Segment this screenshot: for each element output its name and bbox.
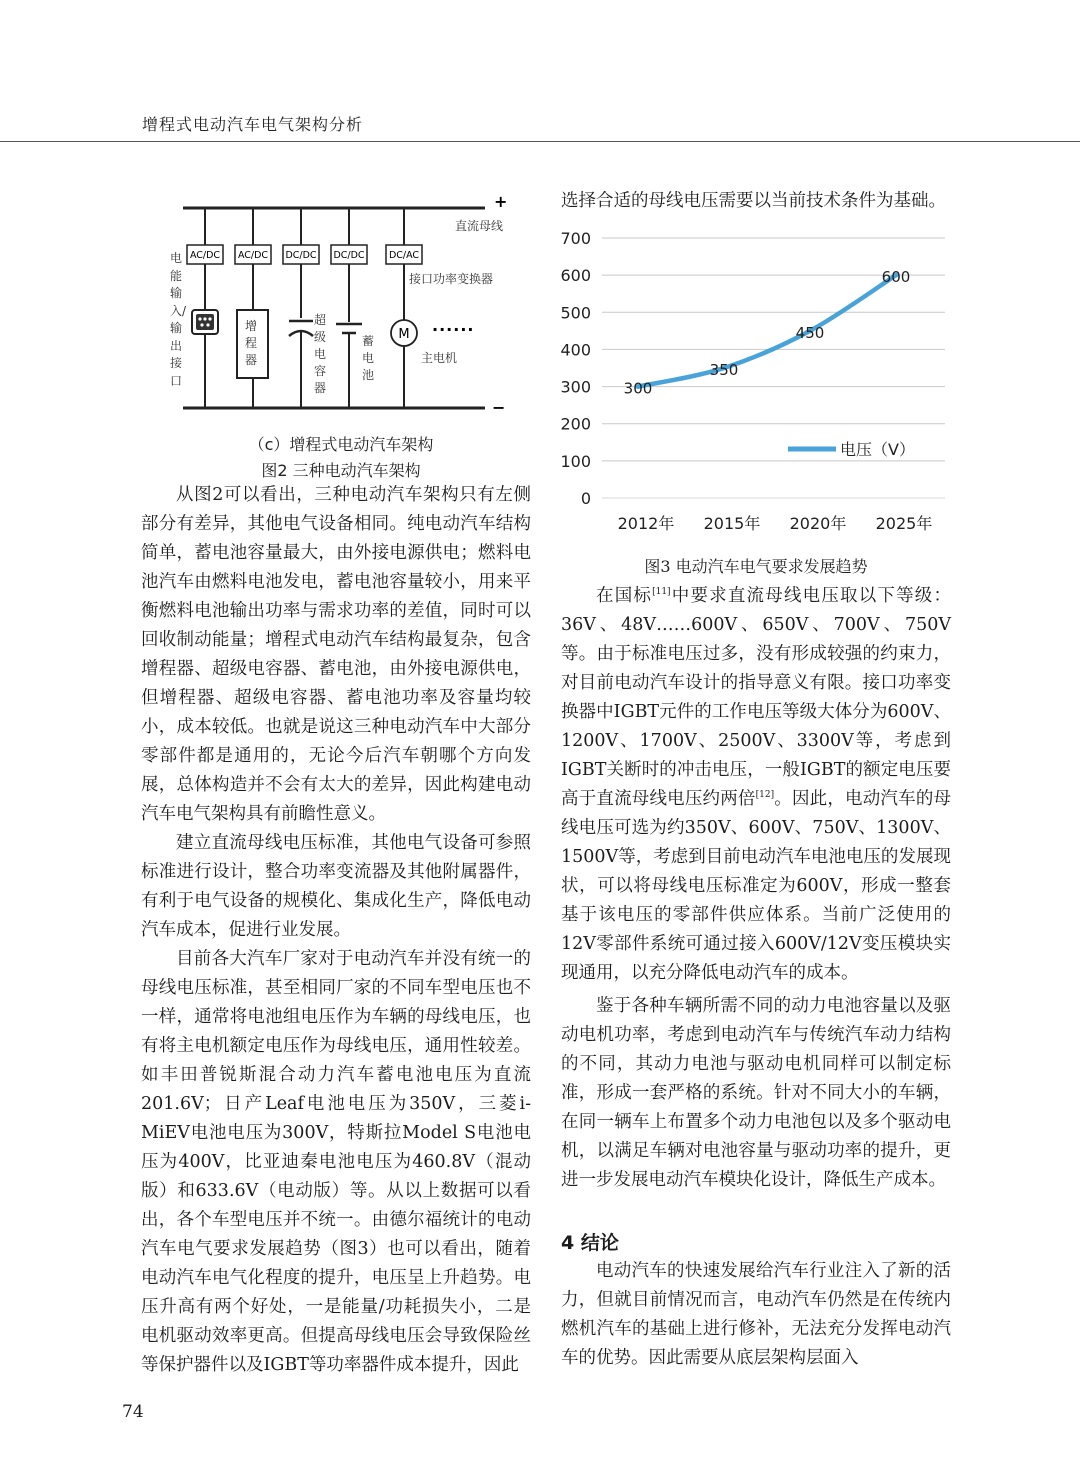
y-tick-label: 300 (560, 377, 591, 397)
right-intro-text: 选择合适的母线电压需要以当前技术条件为基础。 (561, 191, 946, 211)
y-tick-label: 400 (560, 340, 591, 360)
legend-label: 电压（V） (840, 440, 915, 459)
converter-1: AC/DC (189, 250, 221, 261)
y-tick-label: 600 (560, 266, 591, 286)
figure2-subcaption: （c）增程式电动汽车架构 (248, 435, 434, 454)
left-paragraph-2: 建立直流母线电压标准，其他电气设备可参照标准进行设计，整合功率变流器及其他附属器件，有利于电气设备的规模化、集成化生产，降低电动汽车成本，促进行业发展。 (141, 833, 531, 940)
supercapacitor-label: 超级电容器 (314, 313, 327, 395)
plus-sign: + (494, 192, 508, 211)
data-label: 300 (623, 379, 653, 398)
section-4-title: 4 结论 (561, 1232, 619, 1254)
interface-converter-label: 接口功率变换器 (409, 272, 494, 286)
right-column (561, 582, 951, 1195)
dots: ······ (432, 320, 475, 339)
motor-symbol: M (398, 327, 410, 342)
series-line-voltage (638, 275, 896, 386)
y-tick-label: 0 (580, 489, 591, 508)
y-tick-label: 700 (560, 229, 591, 248)
converter-2: AC/DC (237, 250, 269, 261)
y-tick-label: 500 (560, 303, 591, 323)
figure3-caption: 图3 电动汽车电气要求发展趋势 (644, 557, 868, 576)
dc-bus-label: 直流母线 (455, 219, 504, 233)
reference-12: [12] (755, 790, 775, 801)
right-paragraph-1: 在国标[11]中要求直流母线电压取以下等级：36V、48V……600V、650V、700V、750V等。由于标准电压过多，没有形成较强的约束力，对目前电动汽车设计的指导意义有限。接口功率变换器中IGBT元件的工作电压等级大体分为600V、1200V、1700V、2500V、3300V等，考虑到IGBT关断时的冲击电压，一般IGBT的额定电压要高于直流母线电压约两倍[12]。因此，电动汽车的母线电压可选为约350V、600V、750V、1300V、1500V等，考虑到目前电动汽车电池电压的发展现状，可以将母线电压标准定为600V，形成一整套基于该电压的零部件供应体系。当前广泛使用的12V零部件系统可通过接入600V/12V变压模块实现通用，以充分降低电动汽车的成本。 (561, 586, 952, 983)
y-tick-label: 100 (560, 451, 591, 471)
y-tick-label: 200 (560, 414, 591, 434)
figure2-caption: 图2 三种电动汽车架构 (261, 461, 421, 480)
io-interface-label: 电能输入/输出接口 (170, 251, 187, 388)
x-tick-label: 2012年 (617, 514, 675, 533)
figure3-line-chart (540, 220, 960, 540)
data-label: 450 (795, 323, 825, 342)
converter-4: DC/DC (333, 250, 365, 261)
right-paragraph-2: 鉴于各种车辆所需不同的动力电池容量以及驱动电机功率，考虑到电动汽车与传统汽车动力结构的不同，其动力电池与驱动电机同样可以制定标准，形成一套严格的系统。针对不同大小的车辆，在同一辆车上布置多个动力电池包以及多个驱动电机，以满足车辆对电池容量与驱动功率的提升，更进一步发展电动汽车模块化设计，降低生产成本。 (561, 996, 951, 1190)
x-tick-label: 2025年 (875, 514, 933, 533)
left-paragraph-3: 目前各大汽车厂家对于电动汽车并没有统一的母线电压标准，甚至相同厂家的不同车型电压也不一样，通常将电池组电压作为车辆的母线电压，也有将主电机额定电压作为母线电压，通用性较差。如丰田普锐斯混合动力汽车蓄电池电压为直流201.6V；日产Leaf电池电压为350V，三菱i-MiEV电池电压为300V，特斯拉Model S电池电压为400V，比亚迪秦电池电压为460.8V（混动版）和633.6V（电动版）等。从以上数据可以看出，各个车型电压并不统一。由德尔福统计的电动汽车电气要求发展趋势（图3）也可以看出，随着电动汽车电气化程度的提升，电压呈上升趋势。电压升高有两个好处，一是能量/功耗损失小，二是电机驱动效率更高。但提高母线电压会导致保险丝等保护器件以及IGBT等功率器件成本提升，因此 (141, 949, 531, 1375)
converter-5: DC/AC (388, 250, 420, 261)
conclusion-text: 电动汽车的快速发展给汽车行业注入了新的活力，但就目前情况而言，电动汽车仍然是在传统内燃机汽车的基础上进行修补，无法充分发挥电动汽车的优势。因此需要从底层架构层面入 (561, 1261, 951, 1368)
converter-3: DC/DC (285, 250, 317, 261)
conclusion-paragraph (561, 1257, 951, 1373)
data-label: 600 (881, 268, 911, 287)
x-tick-label: 2020年 (789, 514, 847, 533)
left-column (141, 481, 531, 1380)
left-paragraph-1: 从图2可以看出，三种电动汽车架构只有左侧部分有差异，其他电气设备相同。纯电动汽车结构简单，蓄电池容量最大，由外接电源供电；燃料电池汽车由燃料电池发电，蓄电池容量较小，用来平衡燃料电池输出功率与需求功率的差值，同时可以回收制动能量；增程式电动汽车结构最复杂，包含增程器、超级电容器、蓄电池，由外接电源供电，但增程器、超级电容器、蓄电池功率及容量均较小，成本较低。也就是说这三种电动汽车中大部分零部件都是通用的，无论今后汽车朝哪个方向发展，总体构造并不会有太大的差异，因此构建电动汽车电气架构具有前瞻性意义。 (141, 485, 531, 824)
data-label: 350 (709, 361, 739, 379)
x-tick-label: 2015年 (703, 514, 761, 533)
page-number: 74 (122, 1402, 144, 1422)
main-motor-label: 主电机 (421, 351, 458, 365)
figure2-diagram (0, 0, 545, 425)
battery-label: 蓄电池 (362, 334, 375, 382)
running-head: 增程式电动汽车电气架构分析 (142, 115, 364, 134)
minus-sign: − (492, 398, 506, 417)
reference-11: [11] (652, 587, 671, 598)
range-extender-label: 增程器 (245, 319, 258, 367)
